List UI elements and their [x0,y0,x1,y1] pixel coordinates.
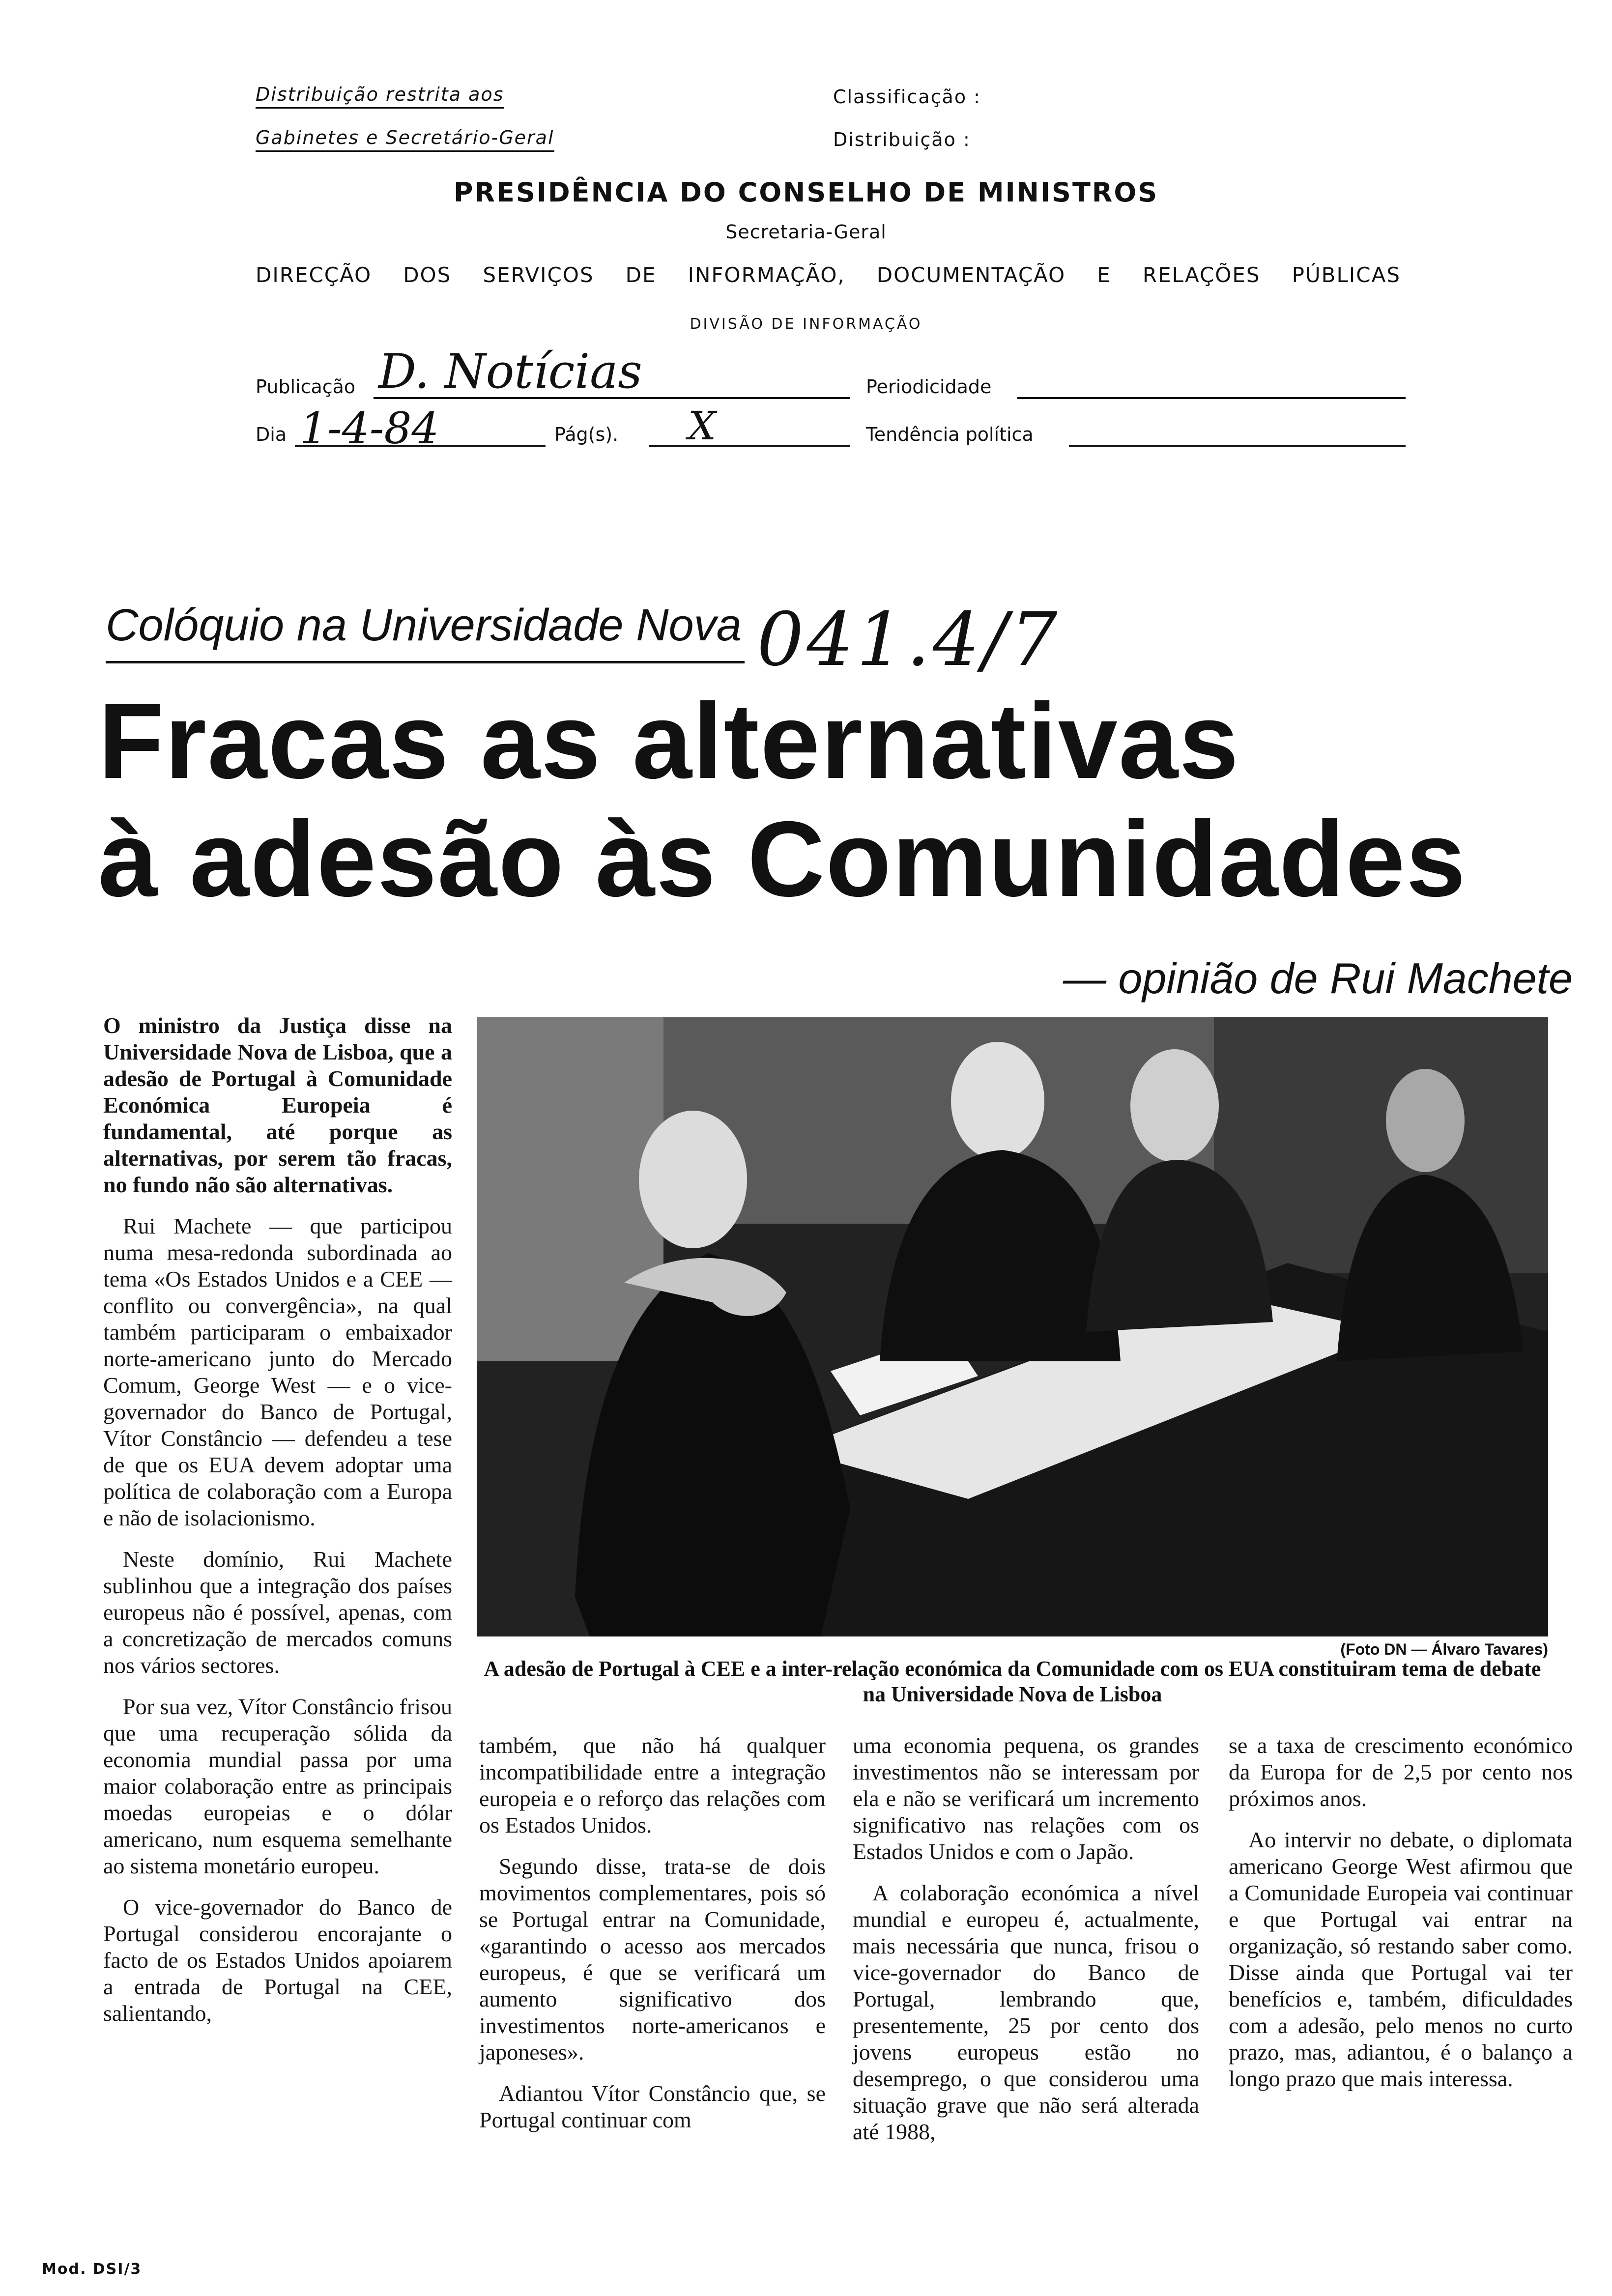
distribution-restricted-line2: Gabinetes e Secretário-Geral [256,127,554,148]
article-column-1 [103,1012,452,2041]
article-column-2 [479,1732,826,2148]
archive-reference-stamp: 041.4/7 [757,597,1061,683]
pages-label: Pág(s). [554,424,619,445]
day-label: Dia [256,424,287,445]
periodicity-label: Periodicidade [866,376,992,398]
pages-value: X [688,403,716,449]
day-value: 1-4-84 [300,403,439,454]
paragraph: Por sua vez, Vítor Constâncio frisou que uma recuperação sólida da economia mundial passa por uma maior colaboração entre as principais moedas europeias e o dólar americano, num esquema semelhante ao sistema monetário europeu. [103,1694,452,1878]
paragraph: Neste domínio, Rui Machete sublinhou que a integração dos países europeus não é possível, apenas, com a concretização de mercados comuns nos vários sectores. [103,1547,452,1678]
secretariat-title: Secretaria-Geral [725,221,887,243]
paragraph: Ao intervir no debate, o diplomata americano George West afirmou que a Comunidade Europeia vai continuar e que Portugal vai entrar na organização, só restando saber como. Disse ainda que Portugal vai ter benefícios e, também, dificuldades com a adesão, pelo menos no curto prazo, mas, adiantou, é o balanço a longo prazo que mais interessa. [1229,1827,1573,2091]
paragraph: uma economia pequena, os grandes investimentos não se interessam por ela e não se verificará um incremento significativo nas relações com os Estados Unidos e com o Japão. [853,1733,1199,1864]
photo-illustration [477,1017,1548,1636]
periodicity-line [1017,397,1406,399]
article-column-4 [1229,1732,1573,2107]
news-photo [477,1017,1548,1636]
byline: — opinião de Rui Machete [1063,954,1573,1003]
classification-label: Classificação : [833,86,981,108]
distribution-restricted-line1: Distribuição restrita aos [256,84,504,105]
directorate-title: DIRECÇÃO DOS SERVIÇOS DE INFORMAÇÃO, DOCUMENTAÇÃO E RELAÇÕES PÚBLICAS [256,263,1401,287]
kicker-underline [106,661,745,663]
article-lead: O ministro da Justiça disse na Universidade Nova de Lisboa, que a adesão de Portugal à Comunidade Económica Europeia é fundamental, até porque as alternativas, por serem tão fracas, no fundo não são alternativas. [103,1013,452,1197]
paragraph: também, que não há qualquer incompatibilidade entre a integração europeia e o reforço das relações com os Estados Unidos. [479,1733,826,1837]
headline-line1: Fracas as alternativas [98,682,1240,801]
division-title: DIVISÃO DE INFORMAÇÃO [690,316,922,333]
paragraph: se a taxa de crescimento económico da Europa for de 2,5 por cento nos próximos anos. [1229,1733,1573,1811]
paragraph: O vice-governador do Banco de Portugal considerou encorajante o facto de os Estados Unidos apoiarem a entrada de Portugal na CEE, salientando, [103,1894,452,2026]
form-code: Mod. DSI/3 [42,2261,142,2278]
paragraph: Adiantou Vítor Constâncio que, se Portugal continuar com [479,2081,826,2132]
paragraph: A colaboração económica a nível mundial e europeu é, actualmente, mais necessária que nunca, frisou o vice-governador do Banco de Portugal, lembrando que, presentemente, 25 por cento dos jovens europeus estão no desemprego, o que considerou uma situação grave que não será alterada até 1988, [853,1880,1199,2144]
political-trend-label: Tendência política [866,424,1034,445]
publication-label: Publicação [256,376,356,398]
photo-credit: (Foto DN — Álvaro Tavares) [1340,1640,1548,1658]
presidency-title: PRESIDÊNCIA DO CONSELHO DE MINISTROS [453,177,1159,208]
photo-caption: A adesão de Portugal à CEE e a inter-relação económica da Comunidade com os EUA constituiram tema de debate na Universidade Nova de Lisboa [484,1657,1541,1706]
paragraph: Segundo disse, trata-se de dois movimentos complementares, pois só se Portugal entrar na Comunidade, «garantindo o acesso aos mercados europeus, é que se verificará um aumento significativo dos investimentos norte-americanos e japoneses». [479,1854,826,2065]
distribution-label: Distribuição : [833,129,971,150]
headline-line2: à adesão às Comunidades [98,800,1467,919]
article-column-3 [853,1732,1199,2160]
publication-value: D. Notícias [378,344,642,399]
article-kicker: Colóquio na Universidade Nova [106,600,742,650]
political-trend-line [1069,445,1406,447]
paragraph: Rui Machete — que participou numa mesa-redonda subordinada ao tema «Os Estados Unidos e a CEE — conflito ou convergência», na qual também participaram o embaixador norte-americano junto do Mercado Comum, George West — e o vice-governador do Banco de Portugal, Vítor Constâncio — defendeu a tese de que os EUA devem adoptar uma política de colaboração com a Europa e não de isolacionismo. [103,1213,452,1530]
pages-line [649,445,850,447]
